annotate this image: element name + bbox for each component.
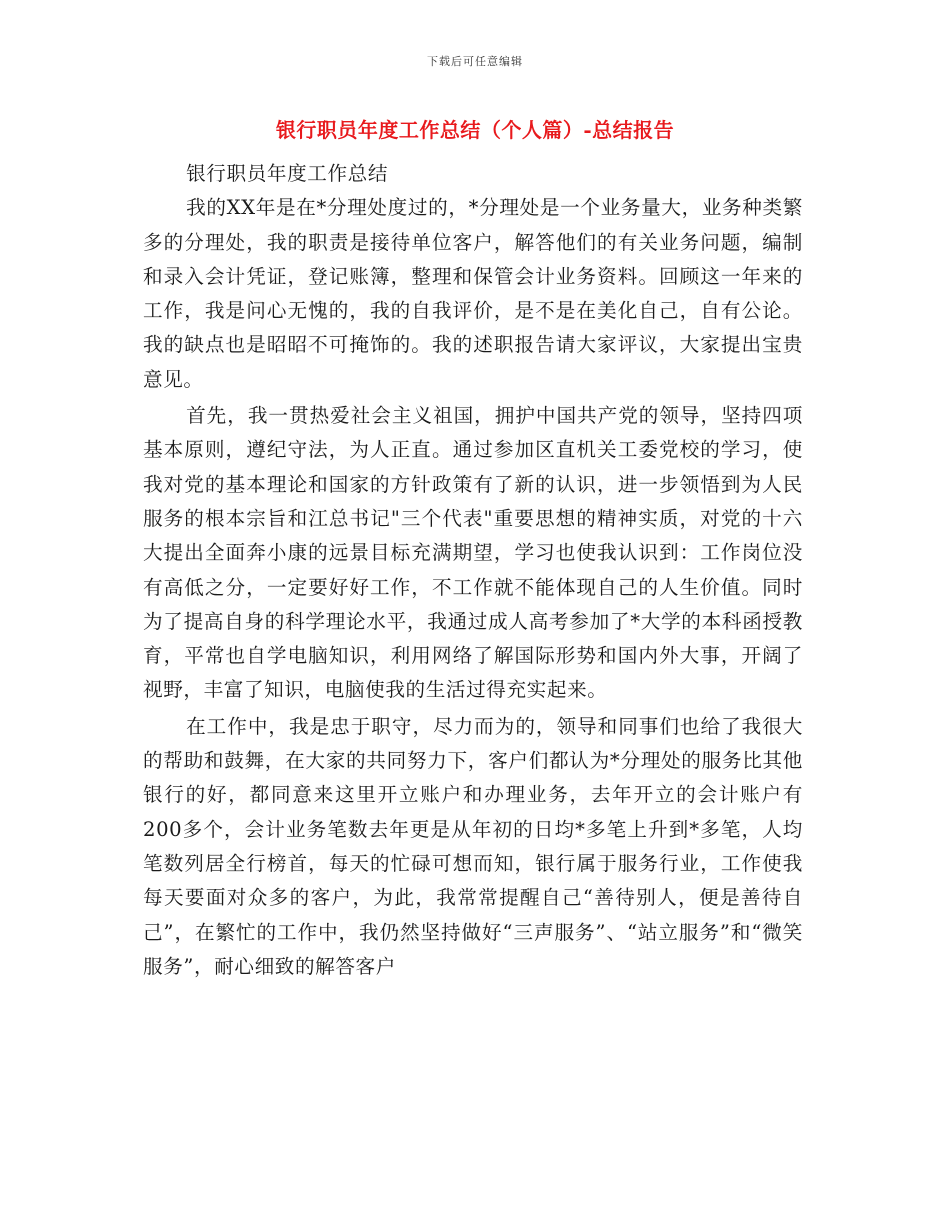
document-title: 银行职员年度工作总结（个人篇）-总结报告 bbox=[275, 118, 675, 142]
document-subtitle: 银行职员年度工作总结 bbox=[186, 162, 389, 185]
paragraph-1: 我的XX年是在*分理处度过的，*分理处是一个业务量大，业务种类繁多的分理处，我的职责是接待单位客户，解答他们的有关业务问题，编制和录入会计凭证，登记账簿，整理和保管会计业务资料。回顾这一年来的工作，我是问心无愧的，我的自我评价，是不是在美化自己，自有公论。我的缺点也是昭昭不可掩饰的。我的述职报告请大家评议，大家提出宝贵意见。 bbox=[143, 196, 803, 391]
document-body bbox=[143, 157, 803, 984]
paragraph-2: 首先，我一贯热爱社会主义祖国，拥护中国共产党的领导，坚持四项基本原则，遵纪守法，为人正直。通过参加区直机关工委党校的学习，使我对党的基本理论和国家的方针政策有了新的认识，进一步领悟到为人民服务的根本宗旨和江总书记"三个代表"重要思想的精神实质，对党的十六大提出全面奔小康的远景目标充满期望，学习也使我认识到：工作岗位没有高低之分，一定要好好工作，不工作就不能体现自己的人生价值。同时为了提高自身的科学理论水平，我通过成人高考参加了*大学的本科函授教育，平常也自学电脑知识，利用网络了解国际形势和国内外大事，开阔了视野，丰富了知识，电脑使我的生活过得充实起来。 bbox=[143, 404, 803, 702]
header-note: 下载后可任意编辑 bbox=[427, 55, 523, 68]
paragraph-3: 在工作中，我是忠于职守，尽力而为的，领导和同事们也给了我很大的帮助和鼓舞，在大家的共同努力下，客户们都认为*分理处的服务比其他银行的好，都同意来这里开立账户和办理业务，去年开立的会计账户有200多个，会计业务笔数去年更是从年初的日均*多笔上升到*多笔，人均笔数列居全行榜首，每天的忙碌可想而知，银行属于服务行业，工作使我每天要面对众多的客户，为此，我常常提醒自己“善待别人，便是善待自己”，在繁忙的工作中，我仍然坚持做好“三声服务”、“站立服务”和“微笑服务”，耐心细致的解答客户 bbox=[143, 714, 803, 978]
